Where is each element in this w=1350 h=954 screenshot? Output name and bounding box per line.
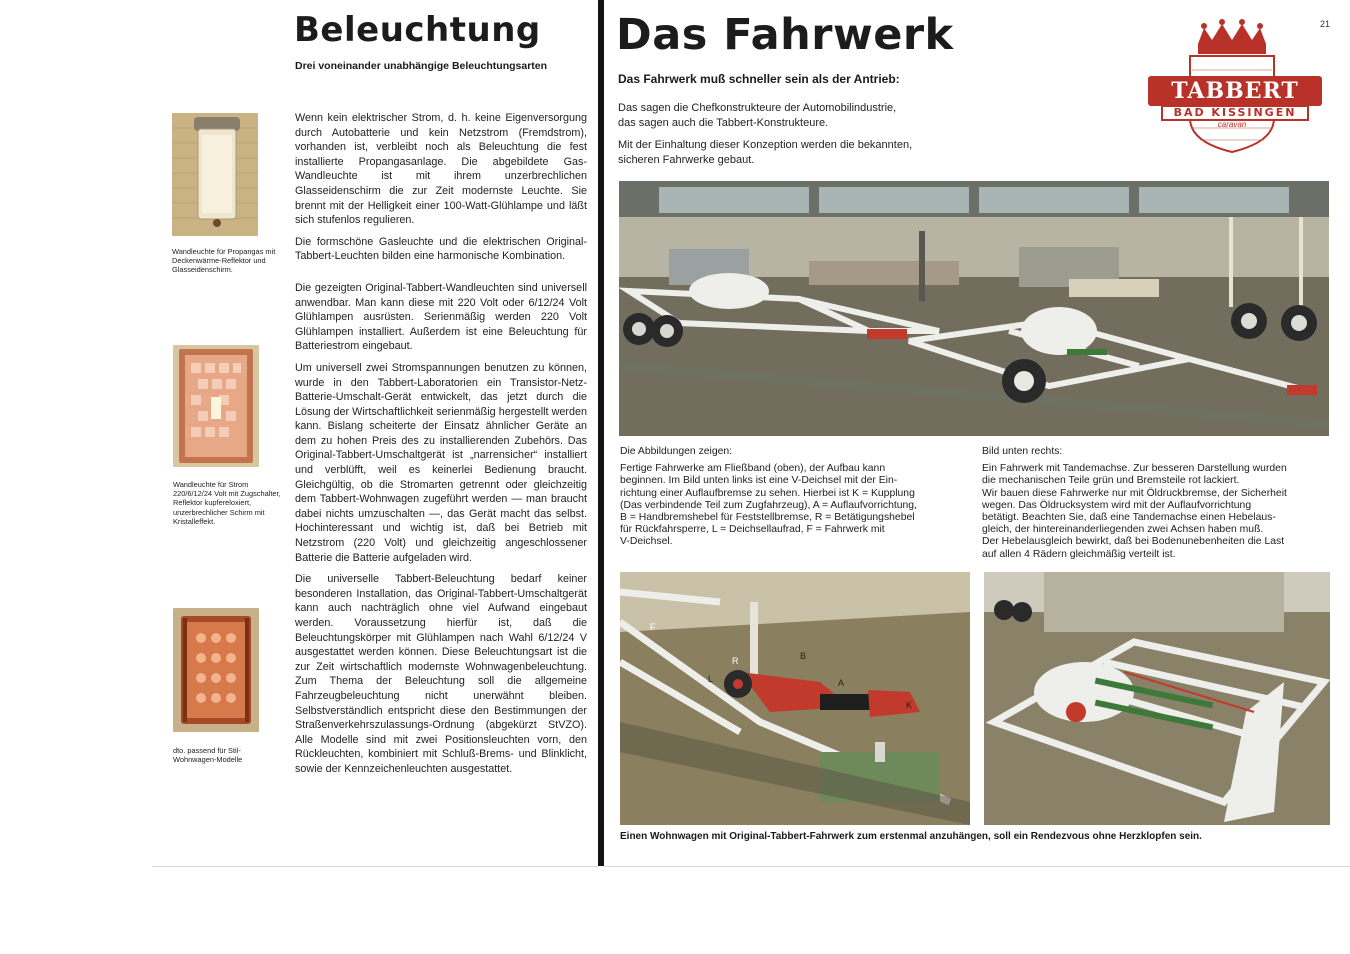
caption-left-line: beginnen. Im Bild unten links ist eine V-Deichsel mit der Ein-	[620, 475, 898, 487]
caption-right-line: Wir bauen diese Fahrwerke nur mit Öldruckbremse, der Sicherheit	[982, 487, 1287, 499]
paragraph-3: Die gezeigten Original-Tabbert-Wandleuchten sind universell anwendbar. Man kann diese mit 220 Volt oder 6/12/24 Volt Glühlampen ausrüsten. Serienmäßig werden 220 Volt Glühlampen installiert. Außerdem ist eine Beleuchtung für Batteriestrom eingebaut.	[295, 281, 587, 353]
subtitle-beleuchtung: Drei voneinander unabhängige Beleuchtungsarten	[295, 60, 548, 72]
tabbert-logo	[1140, 14, 1330, 154]
paragraph-5: Die universelle Tabbert-Beleuchtung bedarf keiner besonderen Installation, das Original-Tabbert-Umschaltgerät kann auch nachträglich ohne viel Aufwand eingebaut werden. Voraussetzung hierfür ist, daß die Beleuchtungskörper mit Glühlampen nach Wahl 6/12/24 V ausgestattet werden können. Diese Beleuchtungsart ist die zur Zeit wirtschaftlich modernste Wohnwagenbeleuchtung. Zum Thema der Beleuchtung soll die allgemeine Fahrzeugbeleuchtung nicht unerwähnt bleiben. Selbstverständlich entspricht diese den Bestimmungen der Straßenverkehrszulassungs-Ordnung (abgekürzt StVZO). Alle Modelle sind mit zwei Positionsleuchten vorn, den Rückleuchten, kombiniert mit Schluß-Brems- und Blinklicht, sowie der Kennzeichenleuchten ausgestattet.	[295, 573, 587, 775]
caption-right-heading: Bild unten rechts:	[982, 446, 1063, 457]
fahrwerk-intro	[618, 101, 912, 167]
logo-brand: TABBERT	[1171, 78, 1299, 104]
caption-left-line: für Rückfahrsperre, L = Deichsellaufrad, F = Fahrwerk mit	[620, 524, 885, 536]
intro-line: sicheren Fahrwerke gebaut.	[618, 153, 755, 166]
caption-left-block	[620, 446, 917, 549]
logo-tag: caravan	[1217, 120, 1247, 129]
caption-left-line: V-Deichsel.	[620, 536, 673, 548]
assembly-line-photo	[619, 181, 1329, 436]
paragraph-2: Die formschöne Gasleuchte und die elektrischen Original-Tabbert-Leuchten bilden eine harmonische Kombination.	[295, 235, 587, 263]
caption-gas-lamp: Wandleuchte für Propangas mit Deckenwärme-Reflektor und Glasseidenschirm.	[172, 247, 276, 275]
caption-left-line: Fertige Fahrwerke am Fließband (oben), der Aufbau kann	[620, 463, 886, 475]
caption-right-line: wegen. Das Öldrucksystem wird mit der Auflaufvorrichtung	[982, 499, 1252, 511]
v-drawbar-photo	[620, 572, 970, 825]
gas-wall-lamp-image	[172, 113, 258, 236]
label-a: A	[838, 678, 845, 688]
caption-left-line: B = Handbremshebel für Feststellbremse, R = Betätigungshebel	[620, 512, 915, 524]
caption-right-line: auf allen 4 Rädern gleichmäßig verteilt ist.	[982, 548, 1176, 560]
paragraph-4: Um universell zwei Stromspannungen benutzen zu können, wurde in den Tabbert-Laboratorien ein Transistor-Netz-Batterie-Umschalt-Gerät entwickelt, das jetzt durch die Lösung der Wirtschaftlichkeit serienmäßig hergestellt werden kann. Bislang scheiterte der Einsatz ähnlicher Geräte an dem zu hohen Preis des zu installierenden Zubehörs. Das Original-Tabbert-Umschaltgerät ist „narrensicher“ installiert und verblüfft, weil es keinerlei Bedienung braucht. Gleichgültig, ob die Stromarten getrennt oder gleichzeitig dem Tabbert-Wohnwagen zugeführt werden — man braucht dabei nichts umzuschalten —, das Gerät macht das selbst. Hochinteressant und wichtig ist, daß bei Betrieb mit Netzstrom (220 Volt) und gleichzeitig angeschlossener Batterie die Batterie aufgeladen wird.	[295, 361, 587, 564]
electric-wall-lamp-image	[173, 345, 259, 467]
page-title-beleuchtung: Beleuchtung	[294, 10, 541, 50]
intro-line: Das sagen die Chefkonstrukteure der Automobilindustrie,	[618, 102, 897, 114]
caption-style-lamp: dto. passend für Stil-Wohnwagen-Modelle	[173, 746, 243, 765]
bottom-caption: Einen Wohnwagen mit Original-Tabbert-Fahrwerk zum erstenmal anzuhängen, soll ein Rendezvous ohne Herzklopfen sein.	[620, 831, 1202, 842]
right-page	[604, 0, 1350, 867]
caption-right-line: Der Hebelausgleich bewirkt, daß bei Bodenunebenheiten die Last	[982, 536, 1285, 548]
caption-right-block	[982, 446, 1287, 561]
caption-right-line: Ein Fahrwerk mit Tandemachse. Zur besseren Darstellung wurden	[982, 463, 1287, 475]
caption-left-heading: Die Abbildungen zeigen:	[620, 446, 733, 457]
caption-left-line: richtung einer Auflaufbremse zu sehen. Hierbei ist K = Kupplung	[620, 487, 915, 499]
caption-left-line: (Das verbindende Teil zum Zugfahrzeug), A = Auflaufvorrichtung,	[620, 499, 917, 511]
label-k: K	[906, 700, 913, 710]
caption-right-line: die mechanischen Teile grün und Bremsteile rot lackiert.	[982, 475, 1240, 487]
subtitle-fahrwerk: Das Fahrwerk muß schneller sein als der Antrieb:	[618, 72, 900, 86]
label-l: L	[708, 674, 714, 684]
tandem-axle-photo	[984, 572, 1330, 825]
beleuchtung-body-text	[295, 111, 587, 784]
caption-right-line: gleich, der hintereinanderliegenden zwei Achsen haben muß.	[982, 524, 1264, 536]
logo-place: BAD KISSINGEN	[1173, 106, 1297, 119]
style-wall-lamp-image	[173, 608, 259, 732]
intro-line: das sagen auch die Tabbert-Konstrukteure.	[618, 116, 829, 129]
label-b: B	[800, 651, 807, 661]
intro-line: Mit der Einhaltung dieser Konzeption werden die bekannten,	[618, 139, 913, 151]
label-r: R	[732, 656, 739, 666]
label-f: F	[650, 622, 656, 632]
page-title-fahrwerk: Das Fahrwerk	[616, 10, 954, 60]
caption-right-line: betätigt. Beachten Sie, daß eine Tandemachse einen Hebelaus-	[982, 512, 1276, 524]
caption-electric-lamp: Wandleuchte für Strom 220/6/12/24 Volt mit Zugschalter, Reflektor kupfereloxiert, unzerbrechlicher Schirm mit Kristalleffekt.	[173, 480, 281, 526]
left-page	[152, 0, 598, 867]
page-number: 21	[1320, 19, 1331, 29]
paragraph-1: Wenn kein elektrischer Strom, d. h. keine Eigenversorgung durch Autobatterie und kein Netzstrom (Fremdstrom), vorhanden ist, verbleibt noch als Beleuchtung die fest installierte Propangasanlage. Die abgebildete Gas-Wandleuchte ist mit ihrem unzerbrechlichen Glasseidenschirm die zur Zeit modernste Leuchte. Sie brennt mit der Helligkeit einer 100-Watt-Glühlampe und läßt sich stufenlos regulieren.	[295, 112, 587, 227]
